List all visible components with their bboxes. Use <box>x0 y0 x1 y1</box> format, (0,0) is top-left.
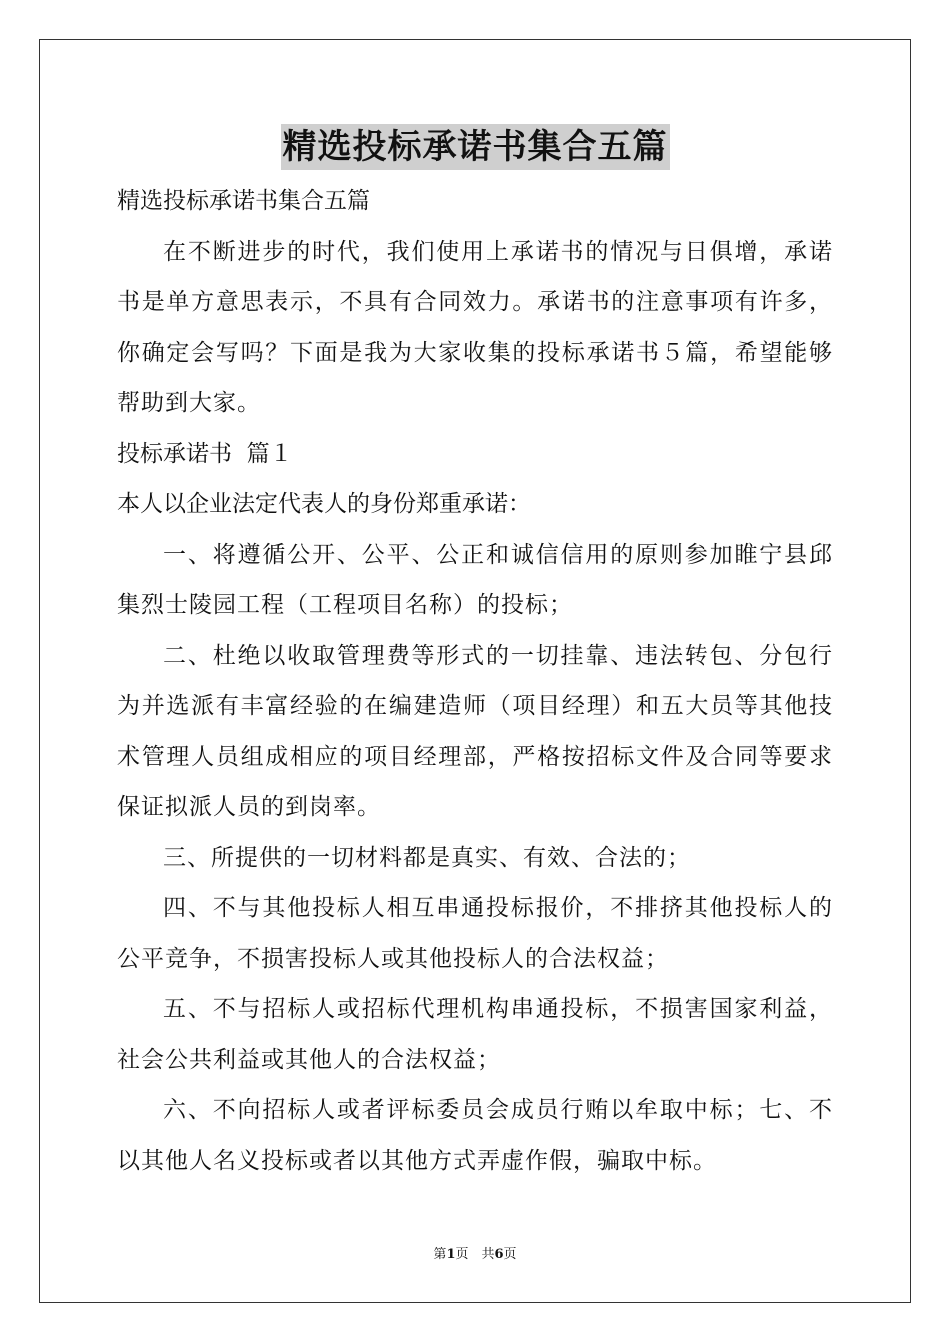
pledge-item-6: 六、不向招标人或者评标委员会成员行贿以牟取中标；七、不以其他人名义投标或者以其他方式弄虚作假，骗取中标。 <box>117 1097 833 1174</box>
footer-page-mid: 页 共 <box>455 1247 495 1262</box>
pledge-item-1: 一、将遵循公开、公平、公正和诚信信用的原则参加睢宁县邱集烈士陵园工程（工程项目名称）的投标； <box>117 541 833 618</box>
subtitle: 精选投标承诺书集合五篇 <box>117 188 370 214</box>
pledge-item-2: 二、杜绝以收取管理费等形式的一切挂靠、违法转包、分包行为并选派有丰富经验的在编建造师（项目经理）和五大员等其他技术管理人员组成相应的项目经理部，严格按招标文件及合同等要求保证拟派人员的到岗率。 <box>117 642 833 820</box>
pledge-item-4: 四、不与其他投标人相互串通投标报价，不排挤其他投标人的公平竞争，不损害投标人或其他投标人的合法权益； <box>117 895 833 972</box>
footer-page-current: 1 <box>446 1247 456 1262</box>
footer-page-suffix: 页 <box>503 1247 517 1262</box>
footer-page-total: 6 <box>494 1247 504 1262</box>
pledge-item-3: 三、所提供的一切材料都是真实、有效、合法的； <box>163 844 691 871</box>
document-body <box>117 176 833 1186</box>
page-footer <box>0 1246 950 1264</box>
page-title: 精选投标承诺书集合五篇 <box>281 124 670 170</box>
pledge-item-5: 五、不与招标人或招标代理机构串通投标，不损害国家利益，社会公共利益或其他人的合法权益； <box>117 996 833 1073</box>
section-heading: 投标承诺书 篇１ <box>117 440 293 467</box>
intro-paragraph: 在不断进步的时代，我们使用上承诺书的情况与日俱增，承诺书是单方意思表示，不具有合同效力。承诺书的注意事项有许多，你确定会写吗？下面是我为大家收集的投标承诺书５篇，希望能够帮助到大家。 <box>117 238 833 416</box>
pledge-lead: 本人以企业法定代表人的身份郑重承诺： <box>117 491 531 517</box>
footer-page-prefix: 第 <box>433 1247 447 1262</box>
title-container <box>0 124 950 170</box>
